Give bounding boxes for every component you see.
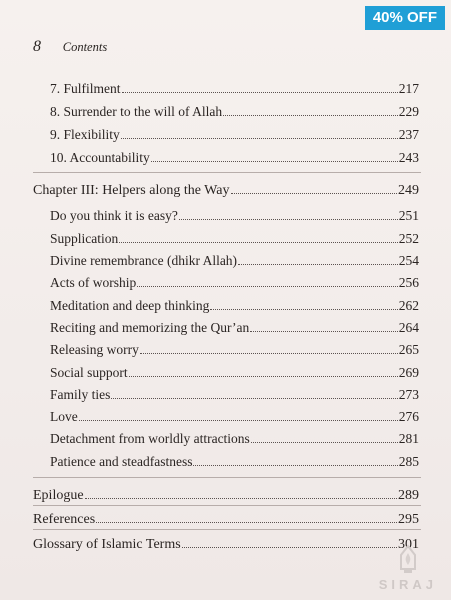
dot-leader (179, 208, 398, 220)
toc-entry-label: Supplication (50, 231, 119, 246)
toc-entry-label: 8. Surrender to the will of Allah (50, 104, 223, 119)
toc-entry-fulfilment (50, 81, 419, 97)
toc-entry-patience (50, 454, 419, 470)
toc-entry-easy (50, 208, 419, 224)
toc-entry-flexibility (50, 127, 419, 143)
toc-entry-page: 273 (398, 387, 419, 402)
dot-leader (96, 511, 397, 523)
toc-entry-page: 249 (398, 183, 419, 198)
section-divider (33, 505, 421, 506)
dot-leader (231, 182, 398, 194)
dot-leader (193, 454, 397, 466)
toc-entry-label: Epilogue (33, 488, 84, 503)
section-divider (33, 477, 421, 478)
running-head (33, 38, 107, 56)
toc-entry-label: Detachment from worldly attractions (50, 431, 250, 446)
toc-entry-references (33, 511, 419, 528)
dot-leader (79, 409, 398, 421)
section-divider (33, 529, 421, 530)
dot-leader (182, 536, 397, 548)
toc-entry-page: 265 (398, 342, 419, 357)
toc-entry-page: 256 (398, 275, 419, 290)
section-divider (33, 172, 421, 173)
dot-leader (223, 104, 398, 116)
toc-entry-label: Divine remembrance (dhikr Allah) (50, 253, 238, 268)
watermark-text: SIRAJ (378, 577, 437, 592)
toc-entry-accountability (50, 150, 419, 166)
toc-entry-label: Reciting and memorizing the Qur’an (50, 320, 250, 335)
toc-entry-page: 269 (398, 365, 419, 380)
toc-entry-label: Glossary of Islamic Terms (33, 537, 181, 552)
page-number: 8 (33, 38, 41, 55)
toc-entry-label: 7. Fulfilment (50, 81, 121, 96)
toc-entry-label: Releasing worry (50, 342, 139, 357)
toc-entry-page: 237 (398, 127, 419, 142)
toc-entry-label: Chapter III: Helpers along the Way (33, 183, 230, 198)
dot-leader (111, 387, 397, 399)
toc-entry-chapter-3 (33, 182, 419, 199)
toc-entry-meditation (50, 298, 419, 314)
running-head-title: Contents (62, 40, 108, 54)
dot-leader (238, 253, 398, 265)
dot-leader (137, 275, 398, 287)
dot-leader (119, 231, 398, 243)
toc-entry-social-support (50, 365, 419, 381)
toc-entry-page: 254 (398, 253, 419, 268)
dot-leader (250, 320, 398, 332)
toc-entry-family-ties (50, 387, 419, 403)
toc-entry-page: 229 (398, 104, 419, 119)
toc-entry-page: 243 (398, 150, 419, 165)
toc-entry-epilogue (33, 487, 419, 504)
toc-entry-label: Social support (50, 365, 128, 380)
toc-entry-page: 217 (398, 81, 419, 96)
toc-entry-page: 252 (398, 231, 419, 246)
toc-entry-label: Patience and steadfastness (50, 454, 193, 469)
dot-leader (85, 487, 397, 499)
discount-badge: 40% OFF (365, 6, 445, 30)
watermark (379, 543, 437, 592)
toc-entry-worry (50, 342, 419, 358)
lantern-logo-icon (391, 543, 425, 577)
toc-entry-supplication (50, 231, 419, 247)
dot-leader (121, 127, 398, 139)
dot-leader (210, 298, 397, 310)
toc-entry-label: References (33, 512, 96, 527)
toc-entry-remembrance (50, 253, 419, 269)
toc-entry-label: Acts of worship (50, 275, 137, 290)
toc-entry-page: 251 (398, 208, 419, 223)
toc-entry-page: 276 (398, 409, 419, 424)
dot-leader (129, 365, 398, 377)
toc-entry-page: 295 (398, 512, 419, 527)
toc-entry-worship (50, 275, 419, 291)
dot-leader (122, 81, 398, 93)
toc-entry-page: 262 (398, 298, 419, 313)
toc-entry-page: 301 (398, 537, 419, 552)
toc-entry-love (50, 409, 419, 425)
dot-leader (151, 150, 398, 162)
toc-entry-glossary (33, 536, 419, 553)
toc-entry-label: 10. Accountability (50, 150, 150, 165)
toc-entry-page: 264 (398, 320, 419, 335)
toc-entry-page: 289 (398, 488, 419, 503)
toc-entry-surrender (50, 104, 419, 120)
toc-entry-label: 9. Flexibility (50, 127, 120, 142)
toc-entry-detachment (50, 431, 419, 447)
toc-entry-quran (50, 320, 419, 336)
toc-entry-label: Meditation and deep thinking (50, 298, 210, 313)
toc-entry-page: 285 (398, 454, 419, 469)
dot-leader (140, 342, 398, 354)
dot-leader (251, 431, 398, 443)
toc-entry-label: Do you think it is easy? (50, 208, 178, 223)
toc-entry-page: 281 (398, 431, 419, 446)
toc-entry-label: Love (50, 409, 78, 424)
toc-entry-label: Family ties (50, 387, 111, 402)
